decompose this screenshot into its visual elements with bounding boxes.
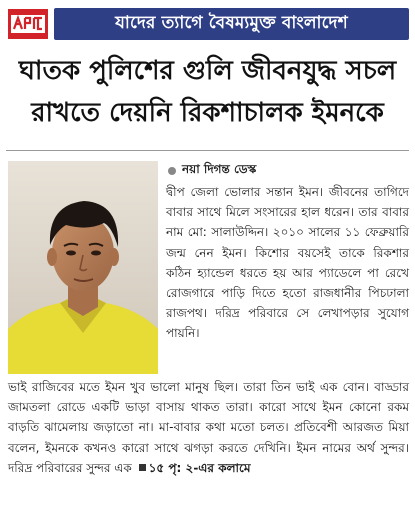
byline xyxy=(168,160,408,182)
headline-line-1: ঘাতক পুলিশের গুলি জীবনযুদ্ধ সচল xyxy=(18,56,397,86)
divider xyxy=(6,150,409,151)
portrait-photo xyxy=(8,161,158,374)
bullet-icon xyxy=(168,167,176,175)
headline xyxy=(6,50,409,134)
article-paragraph-2-text: ভাই রাজিবের মতে ইমন খুব ভালো মানুষ ছিল। তারা তিন ভাই এক বোন। বাড্ডার জামতলা রোডে একটি ভাড়া বাসায় থাকত তারা। কারো সাথে ইমন কোনো রকম বাড়তি ঝামেলায় জড়াতো না। মা-বাবার কথা মতো চলত। প্রতিবেশী আরজত মিয়া বলেন, ইমনকে কখনও কারো সাথে ঝগড়া করতে দেখিনি। ইমন নামের অর্থ সুন্দর। দরিদ্র পরিবারের সুন্দর এক xyxy=(8,380,409,475)
article-paragraph-2 xyxy=(8,377,409,478)
series-logo-icon xyxy=(8,9,48,39)
headline-line-2: রাখতে দেয়নি রিকশাচালক ইমনকে xyxy=(31,98,384,128)
banner-title: যাদের ত্যাগে বৈষম্যমুক্ত বাংলাদেশ xyxy=(115,13,348,33)
series-logo xyxy=(6,6,50,42)
continuation-link[interactable]: ১৫ পৃ: ২-এর কলামে xyxy=(148,460,251,475)
portrait-image xyxy=(8,161,158,374)
series-banner xyxy=(6,6,409,42)
byline-text: নয়া দিগন্ত ডেস্ক xyxy=(182,162,257,176)
article-column-full xyxy=(8,377,409,478)
banner-strip xyxy=(54,8,409,40)
continuation-marker-icon xyxy=(139,464,146,471)
article-paragraph-1: দ্বীপ জেলা ভোলার সন্তান ইমন। জীবনের তাগিদে বাবার সাথে মিলে সংসারের হাল ধরেন। তার বাবার নাম মো: সালাউদ্দিন। ২০১০ সালের ১১ ফেব্রুয়ারি জন্ম নেন ইমন। কিশোর বয়সেই তাকে রিকশার কঠিন হ্যান্ডেল ধরতে হয় আর প্যাডেলে পা রেখে রোজগারে পাড়ি দিতে হতো রাজধানীর পিচঢালা রাজপথ। দরিদ্র পরিবারে সে লেখাপড়ার সুযোগ পায়নি। xyxy=(166,185,409,341)
article-column-right xyxy=(166,182,409,344)
